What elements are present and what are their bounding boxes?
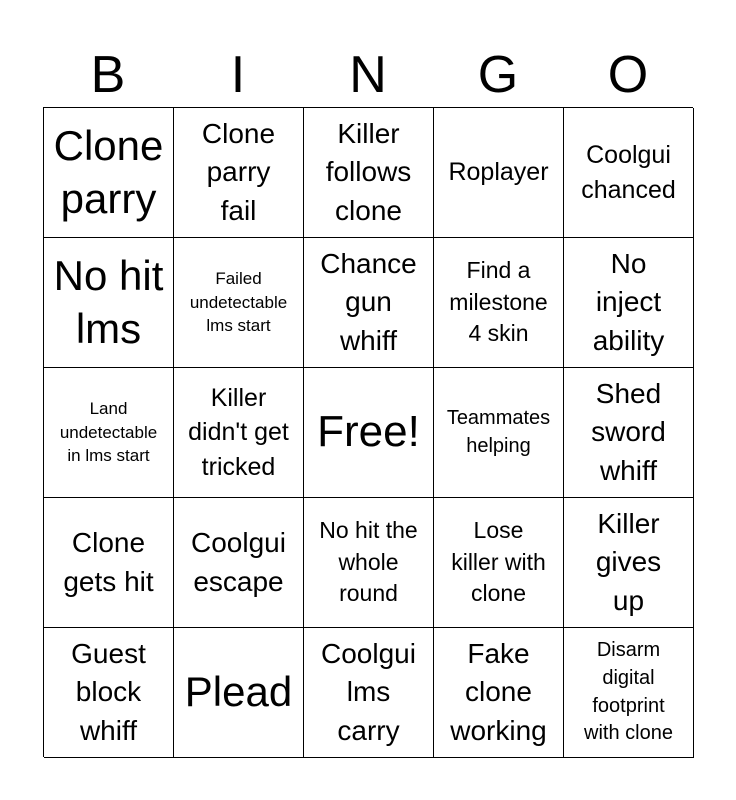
cell-text: Killer follows clone (325, 117, 412, 226)
bingo-cell[interactable] (304, 108, 434, 238)
bingo-cell[interactable] (44, 498, 174, 628)
bingo-cell[interactable] (564, 498, 694, 628)
cell-text: Plead (184, 668, 293, 716)
bingo-cell[interactable] (304, 238, 434, 368)
bingo-cell[interactable] (304, 628, 434, 758)
cell-text: No inject ability (592, 247, 665, 356)
cell-text: Roplayer (448, 158, 549, 187)
header-letter-o: O (607, 46, 649, 104)
bingo-cell[interactable] (174, 108, 304, 238)
free-space-cell[interactable] (304, 368, 434, 498)
cell-text: Shed sword whiff (591, 377, 666, 486)
cell-text: Fake clone working (450, 637, 547, 746)
cell-text: Coolgui lms carry (321, 637, 416, 746)
bingo-cell[interactable] (434, 368, 564, 498)
cell-text: No hit the whole round (319, 516, 418, 607)
header-letter-i: I (230, 46, 246, 104)
cell-text: Clone parry (53, 122, 164, 222)
cell-text: Clone parry fail (201, 117, 276, 226)
bingo-cell[interactable] (44, 628, 174, 758)
cell-text: Guest block whiff (71, 637, 146, 746)
bingo-cell[interactable] (174, 498, 304, 628)
bingo-cell[interactable] (434, 498, 564, 628)
cell-text: Failed undetectable lms start (189, 268, 288, 336)
header-letter-b: B (90, 46, 126, 104)
cell-text: Land undetectable in lms start (59, 398, 158, 466)
bingo-cell[interactable] (564, 108, 694, 238)
bingo-cell[interactable] (564, 368, 694, 498)
bingo-header (43, 42, 693, 108)
cell-text: Coolgui chanced (581, 141, 676, 204)
bingo-cell[interactable] (44, 108, 174, 238)
cell-text: Chance gun whiff (320, 247, 417, 356)
bingo-cell[interactable] (564, 238, 694, 368)
bingo-cell[interactable] (44, 238, 174, 368)
cell-text: No hit lms (53, 252, 164, 352)
cell-text: Killer gives up (595, 507, 662, 616)
cell-text: Killer didn't get tricked (188, 383, 289, 481)
bingo-cell[interactable] (434, 628, 564, 758)
bingo-cell[interactable] (434, 238, 564, 368)
bingo-cell[interactable] (564, 628, 694, 758)
bingo-cell[interactable] (304, 498, 434, 628)
cell-text: Disarm digital footprint with clone (584, 639, 673, 745)
bingo-cell[interactable] (44, 368, 174, 498)
header-letter-n: N (349, 46, 387, 104)
cell-text: Clone gets hit (63, 526, 154, 597)
cell-text: Coolgui escape (191, 526, 286, 597)
bingo-board (43, 107, 693, 757)
bingo-cell[interactable] (174, 368, 304, 498)
bingo-cell[interactable] (174, 628, 304, 758)
bingo-cell[interactable] (174, 238, 304, 368)
bingo-cell[interactable] (434, 108, 564, 238)
cell-text: Find a milestone 4 skin (449, 256, 548, 347)
header-letter-g: G (477, 46, 519, 104)
free-space-text: Free! (317, 407, 420, 457)
cell-text: Lose killer with clone (451, 516, 546, 607)
cell-text: Teammates helping (446, 406, 551, 457)
